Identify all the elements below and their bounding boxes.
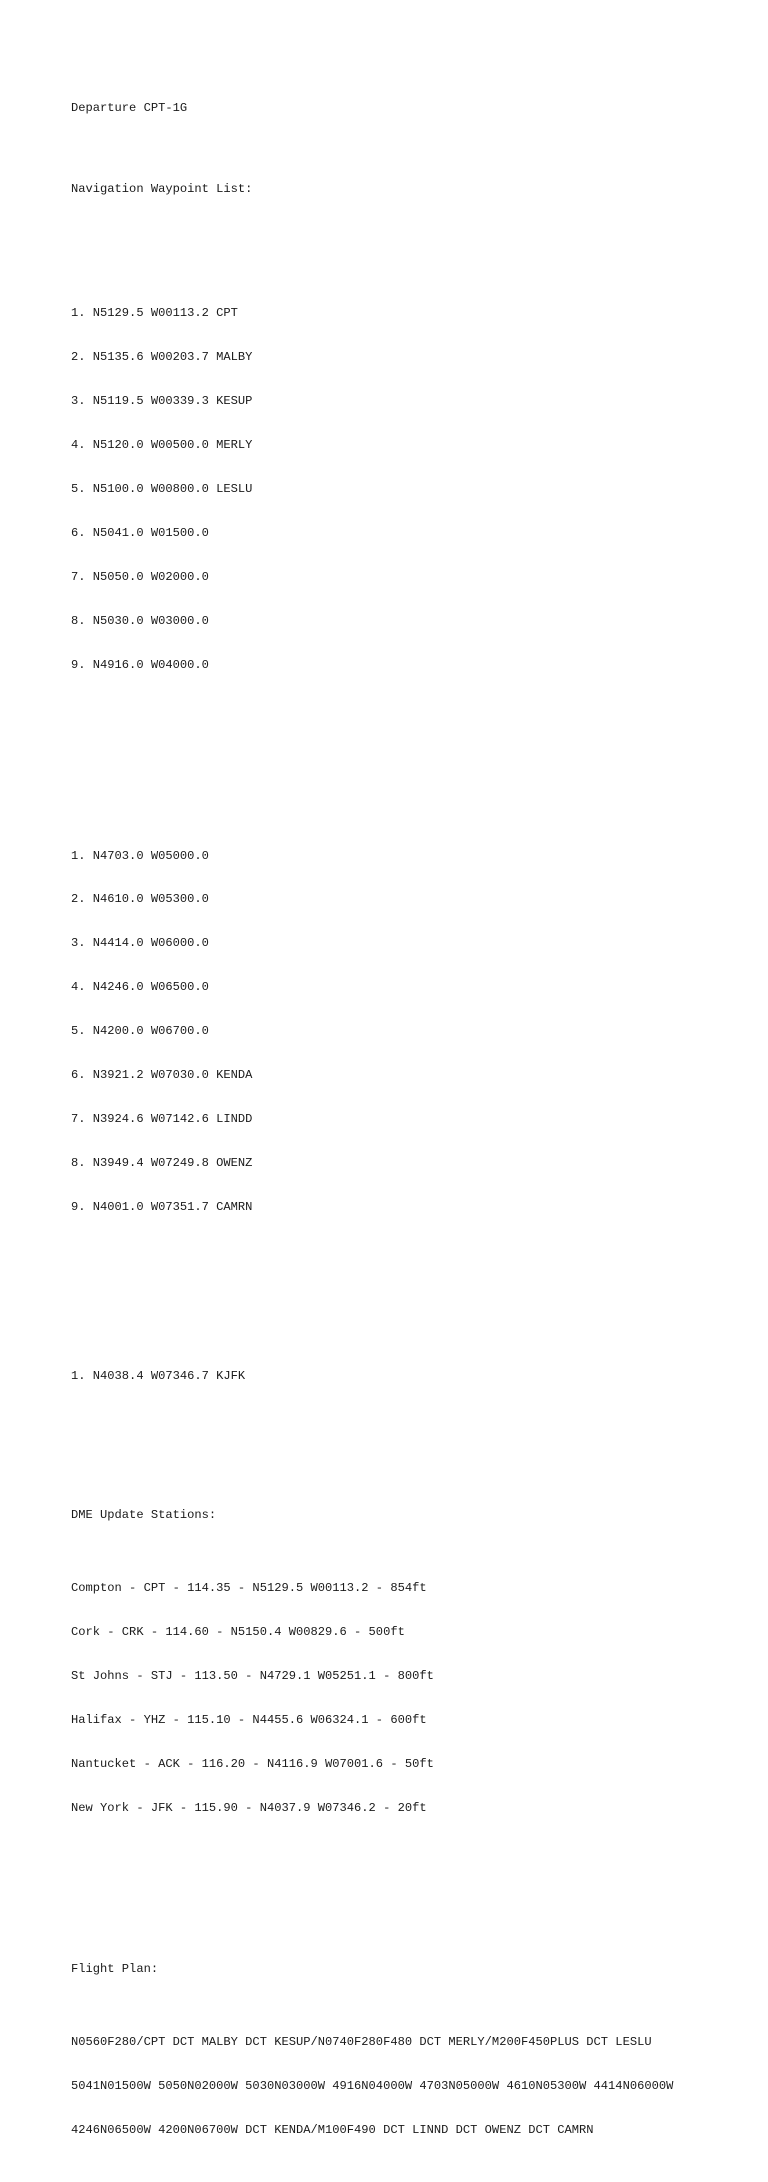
dme-heading: DME Update Stations: bbox=[71, 1507, 217, 1522]
waypoint-line: 8. N5030.0 W03000.0 bbox=[71, 614, 209, 629]
waypoint-line: 8. N3949.4 W07249.8 OWENZ bbox=[71, 1156, 253, 1171]
document-page bbox=[71, 72, 751, 2182]
waypoint-line: 1. N4038.4 W07346.7 KJFK bbox=[71, 1368, 246, 1383]
dme-station-line: Compton - CPT - 114.35 - N5129.5 W00113.2 - 854ft bbox=[71, 1581, 427, 1596]
waypoint-line: 4. N5120.0 W00500.0 MERLY bbox=[71, 438, 253, 453]
waypoint-group-3 bbox=[71, 1339, 751, 1412]
flight-plan-heading: Flight Plan: bbox=[71, 1962, 159, 1977]
waypoint-line: 3. N5119.5 W00339.3 KESUP bbox=[71, 394, 253, 409]
waypoint-group-2 bbox=[71, 819, 751, 1244]
dme-station-line: Nantucket - ACK - 116.20 - N4116.9 W07001.6 - 50ft bbox=[71, 1756, 434, 1771]
dme-station-line: Halifax - YHZ - 115.10 - N4455.6 W06324.1 - 600ft bbox=[71, 1712, 427, 1727]
waypoint-line: 7. N5050.0 W02000.0 bbox=[71, 570, 209, 585]
waypoint-line: 1. N4703.0 W05000.0 bbox=[71, 848, 209, 863]
waypoint-line: 6. N3921.2 W07030.0 KENDA bbox=[71, 1068, 253, 1083]
waypoint-line: 4. N4246.0 W06500.0 bbox=[71, 980, 209, 995]
dme-station-line: Cork - CRK - 114.60 - N5150.4 W00829.6 - 500ft bbox=[71, 1625, 405, 1640]
waypoint-line: 2. N5135.6 W00203.7 MALBY bbox=[71, 350, 253, 365]
flight-plan-text bbox=[71, 2006, 751, 2167]
flight-plan-line: 4246N06500W 4200N06700W DCT KENDA/M100F490 DCT LINND DCT OWENZ DCT CAMRN bbox=[71, 2123, 594, 2138]
waypoint-line: 9. N4916.0 W04000.0 bbox=[71, 658, 209, 673]
waypoint-line: 7. N3924.6 W07142.6 LINDD bbox=[71, 1112, 253, 1127]
dme-station-line: St Johns - STJ - 113.50 - N4729.1 W05251.1 - 800ft bbox=[71, 1669, 434, 1684]
departure-heading: Departure CPT-1G bbox=[71, 101, 188, 116]
waypoint-line: 3. N4414.0 W06000.0 bbox=[71, 936, 209, 951]
flight-plan-line: 5041N01500W 5050N02000W 5030N03000W 4916N04000W 4703N05000W 4610N05300W 4414N06000W bbox=[71, 2079, 674, 2094]
waypoint-group-1 bbox=[71, 277, 751, 702]
waypoint-line: 2. N4610.0 W05300.0 bbox=[71, 892, 209, 907]
waypoint-line: 5. N4200.0 W06700.0 bbox=[71, 1024, 209, 1039]
dme-station-list bbox=[71, 1552, 751, 1845]
waypoint-line: 5. N5100.0 W00800.0 LESLU bbox=[71, 482, 253, 497]
waypoint-line: 1. N5129.5 W00113.2 CPT bbox=[71, 306, 238, 321]
dme-station-line: New York - JFK - 115.90 - N4037.9 W07346.2 - 20ft bbox=[71, 1800, 427, 1815]
waypoint-line: 9. N4001.0 W07351.7 CAMRN bbox=[71, 1200, 253, 1215]
waypoint-list-heading: Navigation Waypoint List: bbox=[71, 181, 253, 196]
flight-plan-line: N0560F280/CPT DCT MALBY DCT KESUP/N0740F280F480 DCT MERLY/M200F450PLUS DCT LESLU bbox=[71, 2035, 652, 2050]
waypoint-line: 6. N5041.0 W01500.0 bbox=[71, 526, 209, 541]
